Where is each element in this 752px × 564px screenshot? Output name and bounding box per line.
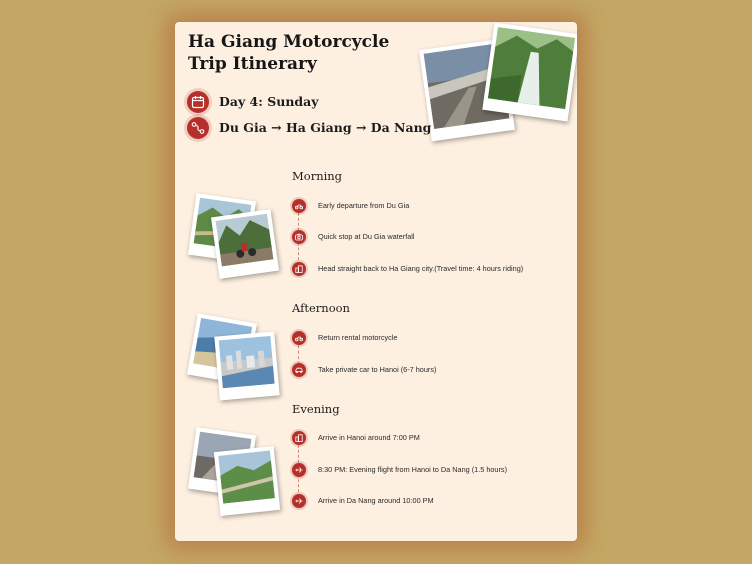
timeline-dot [292, 463, 306, 477]
rider-photo [211, 209, 279, 279]
timeline-dot [292, 363, 306, 377]
green-hills-photo [214, 446, 280, 516]
city-view-photo [214, 332, 279, 401]
camera-icon [295, 233, 303, 241]
route-label: Du Gia → Ha Giang → Da Nang [219, 120, 432, 135]
airplane-icon [295, 497, 303, 505]
airplane-icon [295, 466, 303, 474]
item-text: Arrive in Da Nang around 10:00 PM [318, 496, 434, 505]
timeline-dot [292, 230, 306, 244]
itinerary-card [175, 22, 577, 541]
page-title: Ha Giang Motorcycle Trip Itinerary [188, 32, 390, 74]
item-text: Arrive in Hanoi around 7:00 PM [318, 433, 420, 442]
day-label: Day 4: Sunday [219, 94, 319, 109]
section-title-evening: Evening [292, 402, 340, 416]
item-text: Head straight back to Ha Giang city.(Travel time: 4 hours riding) [318, 264, 524, 273]
timeline-dot [292, 199, 306, 213]
timeline-dot [292, 331, 306, 345]
route-badge [187, 117, 209, 139]
item-text: Quick stop at Du Gia waterfall [318, 232, 415, 241]
item-text: 8:30 PM: Evening flight from Hanoi to Da Nang (1.5 hours) [318, 465, 508, 474]
motorbike-icon [295, 334, 303, 342]
section-title-morning: Morning [292, 169, 343, 183]
motorbike-icon [295, 202, 303, 210]
calendar-icon [191, 95, 205, 109]
route-icon [191, 121, 205, 135]
timeline-dot [292, 262, 306, 276]
section-title-afternoon: Afternoon [292, 301, 350, 315]
city-icon [295, 434, 303, 442]
timeline-dot [292, 494, 306, 508]
item-text: Return rental motorcycle [318, 333, 398, 342]
item-text: Early departure from Du Gia [318, 201, 410, 210]
item-text: Take private car to Hanoi (6-7 hours) [318, 365, 437, 374]
car-icon [295, 366, 303, 374]
calendar-badge [187, 91, 209, 113]
waterfall-photo [482, 22, 577, 121]
city-icon [295, 265, 303, 273]
timeline-dot [292, 431, 306, 445]
